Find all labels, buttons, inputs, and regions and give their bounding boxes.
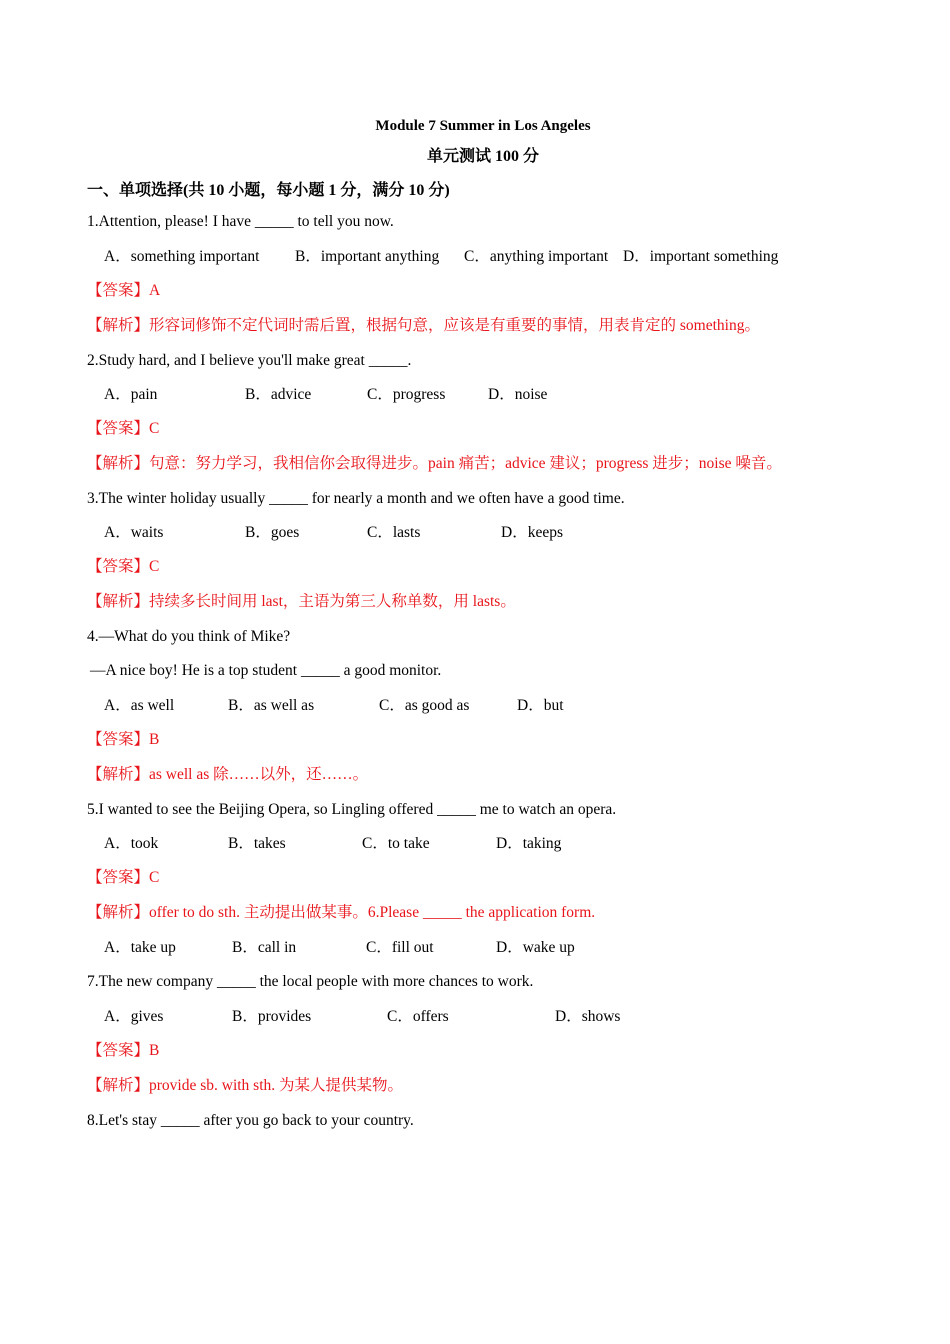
question-2-stem: 2.Study hard, and I believe you'll make great _____. (87, 352, 412, 369)
option-d: D．taking (496, 835, 562, 852)
question-7-answer: 【答案】B (87, 1042, 160, 1059)
question-7-stem: 7.The new company _____ the local people with more chances to work. (87, 973, 534, 990)
option-d: D．important something (623, 248, 779, 265)
option-c: C．progress (367, 386, 446, 403)
option-b: B．takes (228, 835, 286, 852)
question-1-answer: 【答案】A (87, 282, 161, 299)
option-a: A．waits (104, 524, 164, 541)
option-a: A．took (104, 835, 159, 852)
option-c: C．to take (362, 835, 430, 852)
option-c: C．anything important (464, 248, 609, 265)
option-c: C．offers (387, 1008, 449, 1025)
question-4-stem-reply: —A nice boy! He is a top student _____ a good monitor. (90, 662, 442, 679)
option-d: D．wake up (496, 939, 575, 956)
question-5-stem: 5.I wanted to see the Beijing Opera, so Lingling offered _____ me to watch an opera. (87, 801, 617, 818)
question-3-stem: 3.The winter holiday usually _____ for nearly a month and we often have a good time. (87, 490, 625, 507)
question-4-stem: 4.—What do you think of Mike? (87, 628, 291, 645)
option-c: C．as good as (379, 697, 470, 714)
option-a: A．something important (104, 248, 260, 265)
document-title: Module 7 Summer in Los Angeles (375, 118, 591, 134)
option-d: D．shows (555, 1008, 621, 1025)
option-d: D．keeps (501, 524, 563, 541)
option-b: B．advice (245, 386, 312, 403)
question-3-answer: 【答案】C (87, 558, 160, 575)
question-1-stem: 1.Attention, please! I have _____ to tell you now. (87, 213, 394, 230)
document-subtitle: 单元测试 100 分 (426, 148, 539, 165)
option-c: C．lasts (367, 524, 421, 541)
question-8-stem: 8.Let's stay _____ after you go back to your country. (87, 1112, 414, 1129)
option-b: B．goes (245, 524, 300, 541)
section-heading: 一、单项选择(共 10 小题，每小题 1 分，满分 10 分) (87, 182, 450, 199)
question-3-explanation: 【解析】持续多长时间用 last，主语为第三人称单数，用 lasts。 (87, 593, 516, 610)
question-4-explanation: 【解析】as well as 除……以外，还……。 (87, 766, 369, 783)
option-b: B．as well as (228, 697, 315, 714)
question-2-answer: 【答案】C (87, 420, 160, 437)
option-a: A．pain (104, 386, 158, 403)
option-a: A．gives (104, 1008, 164, 1025)
option-c: C．fill out (366, 939, 434, 956)
option-b: B．provides (232, 1008, 312, 1025)
option-a: A．take up (104, 939, 176, 956)
question-5-explanation: 【解析】offer to do sth. 主动提出做某事。6.Please _____ the application form. (87, 904, 596, 921)
option-b: B．important anything (295, 248, 440, 265)
option-b: B．call in (232, 939, 297, 956)
question-7-explanation: 【解析】provide sb. with sth. 为某人提供某物。 (87, 1077, 404, 1094)
option-a: A．as well (104, 697, 175, 714)
option-d: D．noise (488, 386, 548, 403)
option-d: D．but (517, 697, 564, 714)
question-2-explanation: 【解析】句意：努力学习，我相信你会取得进步。pain 痛苦；advice 建议；progress 进步；noise 噪音。 (87, 455, 782, 472)
question-5-answer: 【答案】C (87, 869, 160, 886)
question-4-answer: 【答案】B (87, 731, 160, 748)
question-1-explanation: 【解析】形容词修饰不定代词时需后置，根据句意，应该是有重要的事情，用表肯定的 something。 (87, 317, 760, 334)
